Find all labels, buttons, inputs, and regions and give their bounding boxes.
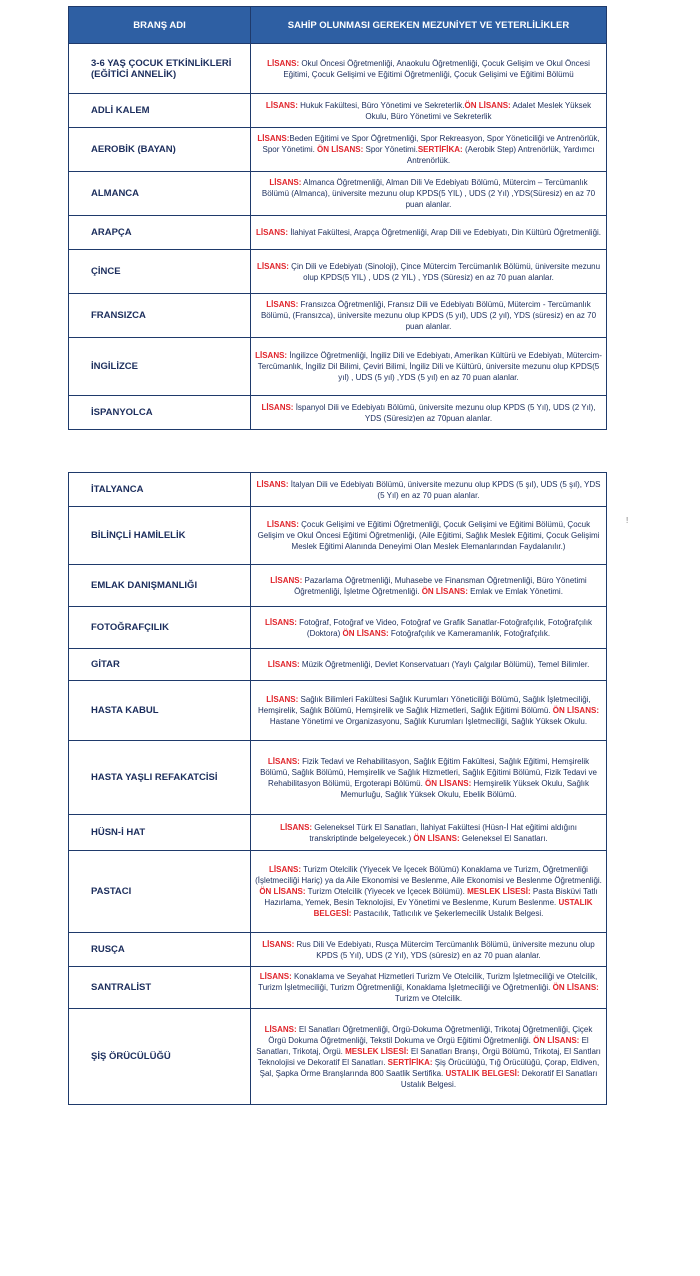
branch-name: PASTACI [69,851,251,933]
qualification-text [251,338,607,396]
degree-detail: Almanca Öğretmenliği, Alman Dili Ve Edebiyatı Bölümü, Mütercim – Tercümanlık Bölümü (Almanca), üniversite mezunu olup KPDS(5 YIL) , UDS (2 Yıl) ,YDS(Süresiz) en az 70 puan alanlar. [261,178,596,209]
degree-label: LİSANS: [256,261,289,271]
degree-detail: Adalet Meslek Yüksek Okulu, Büro Yönetimi ve Sekreterlik [365,100,592,121]
table-body [69,473,607,1105]
branch-name: EMLAK DANIŞMANLIĞI [69,565,251,607]
degree-label: LİSANS: [280,822,313,832]
table-row [69,44,607,94]
degree-detail: Şiş Örücülüğü, Tığ Örücülüğü, Çorap, Eldiven, Şal, Şapka Örme Branşlarında 800 Saatlik Sertifika. [259,1057,600,1078]
qualification-text [251,216,607,250]
table-row [69,294,607,338]
branch-name: ADLİ KALEM [69,94,251,128]
degree-label: USTALIK BELGESİ: [445,1068,520,1078]
branch-name: HÜSN-İ HAT [69,815,251,851]
branch-name: ŞİŞ ÖRÜCÜLÜĞÜ [69,1009,251,1105]
degree-label: LİSANS: [255,351,288,360]
degree-label: LİSANS: [269,865,302,874]
branch-name: ARAPÇA [69,216,251,250]
branch-name: SANTRALİST [69,967,251,1009]
degree-detail: Rus Dili Ve Edebiyatı, Rusça Mütercim Tercümanlık Bölümü, üniversite mezunu olup KPDS (5 Yıl), UDS (2 Yıl), YDS (süresiz) en az 70 puan alanlar. [294,939,595,960]
degree-detail: El Sanatları Branşı, Örgü Bölümü, Trikotaj, El Santları Teknolojisi ve Dekoratif El Sanatları. [257,1046,601,1067]
qualification-text [251,44,607,94]
header-branch-name: BRANŞ ADI [69,7,251,44]
qualification-text [251,250,607,294]
qualification-text [251,1009,607,1105]
qualification-text [251,172,607,216]
degree-label: LİSANS: [269,178,302,187]
degree-label: LİSANS: [270,575,303,585]
qualification-text [251,473,607,507]
table-row [69,396,607,430]
branch-name: GİTAR [69,649,251,681]
qualification-text [251,649,607,681]
qualification-text [251,565,607,607]
qualification-text [251,507,607,565]
degree-label: LİSANS: [265,100,298,110]
branch-name: AEROBİK (BAYAN) [69,128,251,172]
degree-detail: Fizik Tedavi ve Rehabilitasyon, Sağlık Eğitim Fakültesi, Sağlık Eğitimi, Hemşirelik Bölümü, Sağlık Bölümü, Hemşirelik ve Sağlık Hizmetleri, Sağlık Eğitimi Bölümü, Fizik Tedavi ve Rehabilitasyon Bölümü, Ergoterapi Bölümü. [260,756,597,788]
table-row [69,338,607,396]
qualification-text [251,967,607,1009]
qualification-text [251,851,607,933]
degree-detail: (Aerobik Step) Antrenörlük, Yardımcı Antrenörlük. [406,145,595,165]
degree-detail: El Sanatları, Trikotaj, Örgü. [256,1035,589,1056]
degree-label: LİSANS: [267,58,300,68]
degree-label: ÖN LİSANS: [552,983,599,992]
stray-mark: ! [626,516,629,525]
branch-name: BİLİNÇLİ HAMİLELİK [69,507,251,565]
degree-label: LİSANS: [256,479,289,489]
qualification-text [251,607,607,649]
degree-detail: Fotoğraf, Fotoğraf ve Video, Fotoğraf ve Grafik Sanatlar-Fotoğrafçılık, Fotoğrafçılık (Doktora) [296,617,593,638]
degree-label: LİSANS: [266,300,299,309]
degree-label: LİSANS: [267,756,300,766]
degree-label: LİSANS: [255,228,288,237]
qualification-text [251,815,607,851]
degree-detail: Hemşirelik Yüksek Okulu, Sağlık Memurluğu, Sağlık Yüksek Okulu, Ebelik Bölümü. [340,778,589,799]
degree-label: LİSANS: [266,695,299,704]
degree-label: MESLEK LİSESİ: [345,1046,409,1056]
degree-label: ÖN LİSANS: [317,145,364,154]
degree-label: SERTİFİKA: [417,145,463,154]
degree-detail: El Sanatları Öğretmenliği, Örgü-Dokuma Öğretmenliği, Trikotaj Öğretmenliği, Çiçek Örgü Dokuma Öğretmenliği, Tekstil Dokuma ve Örgü Eğitimi Öğretmenliği. [268,1024,593,1045]
degree-detail: Çocuk Gelişimi ve Eğitimi Öğretmenliği, Çocuk Gelişimi ve Eğitimi Bölümü, Çocuk Gelişim ve Okul Öncesi Eğitimi Öğretmenliği, (Aile Eğitimi, Sağlık Meslek Eğitimi, Çocuk Gelişimi Meslek Eğitimi Alanında Deneyimi Olan Meslek Elemanlarından Faydalanılır.) [257,520,600,551]
qualifications-table-top [68,6,607,430]
table-row [69,250,607,294]
branch-name: İNGİLİZCE [69,338,251,396]
table-row [69,94,607,128]
qualification-text [251,681,607,741]
degree-detail: İngilizce Öğretmenliği, İngiliz Dili ve Edebiyatı, Amerikan Kültürü ve Edebiyatı, Mütercim-Tercümanlık, İngiliz Dil Bilimi, Çeviri Bilimi, İngiliz Dili ve Kültürü, üniversite mezunu olup KPDS(5 yıl) , UDS (5 yıl) ,YDS (5 yıl) en az 70 puan alanlar. [257,351,602,382]
degree-label: USTALIK BELGESİ: [313,898,593,918]
degree-label: ÖN LİSANS: [342,628,389,638]
table-row [69,507,607,565]
qualification-text [251,294,607,338]
degree-detail: Geleneksel Türk El Sanatları, İlahiyat Fakültesi (Hüsn-İ Hat eğitimi aldığını transkriptinde belgeleyecek.) [309,822,577,843]
degree-detail: Fotoğrafçılık ve Kameramanlık, Fotoğrafçılık. [388,628,551,638]
qualification-text [251,933,607,967]
table-row [69,851,607,933]
header-row [69,7,607,44]
degree-detail: Turizm ve Otelcilik. [394,994,463,1003]
degree-detail: Hastane Yönetimi ve Organizasyonu, Sağlık Kurumları İşletmeciliği, Sağlık Yüksek Okulu. [269,717,588,726]
table-row [69,933,607,967]
qualification-text [251,741,607,815]
table-row [69,565,607,607]
degree-label: LİSANS: [259,972,292,981]
degree-label: LİSANS: [264,1024,297,1034]
degree-detail: Dekoratif El Sanatları Ustalık Belgesi. [400,1068,598,1089]
degree-detail: İlahiyat Fakültesi, Arapça Öğretmenliği, Arap Dili ve Edebiyatı, Din Kültürü Öğretmenliği. [287,228,602,237]
branch-name: ALMANCA [69,172,251,216]
degree-label: LİSANS: [262,939,295,949]
branch-name: FRANSIZCA [69,294,251,338]
degree-detail: Sağlık Bilimleri Fakültesi Sağlık Kurumları Yöneticiliği Bölümü, Sağlık İşletmeciliği, Hemşirelik, Sağlık Bölümü, Hemşirelik ve Sağlık Hizmetleri, Sağlık Eğitimi Bölümü. [258,695,591,715]
branch-name: RUSÇA [69,933,251,967]
degree-label: SERTİFİKA: [387,1057,433,1067]
degree-detail: Okul Öncesi Öğretmenliği, Anaokulu Öğretmenliği, Çocuk Gelişim ve Okul Öncesi Eğitimi, Çocuk Gelişimi ve Eğitimi Öğretmenliği, Çocuk Gelişimi ve Eğitimi Bölümü [283,58,590,79]
branch-name: İSPANYOLCA [69,396,251,430]
degree-label: LİSANS: [261,402,294,412]
degree-label: LİSANS: [257,134,290,143]
table-row [69,172,607,216]
degree-label: ÖN LİSANS: [533,1035,580,1045]
header-qualifications: SAHİP OLUNMASI GEREKEN MEZUNİYET VE YETERLİLİKLER [251,7,607,44]
table-row [69,607,607,649]
branch-name: 3-6 YAŞ ÇOCUK ETKİNLİKLERİ (EĞİTİCİ ANNELİK) [69,44,251,94]
branch-name: İTALYANCA [69,473,251,507]
table-row [69,741,607,815]
table-row [69,649,607,681]
degree-detail: Pazarlama Öğretmenliği, Muhasebe ve Finansman Öğretmenliği, Büro Yönetimi Öğretmenliği, İşletme Öğretmenliği. [294,575,587,596]
degree-detail: Emlak ve Emlak Yönetimi. [467,586,563,596]
degree-label: MESLEK LİSESİ: [467,887,531,896]
branch-name: HASTA KABUL [69,681,251,741]
qualification-text [251,128,607,172]
table-row [69,473,607,507]
degree-label: ÖN LİSANS: [421,586,468,596]
degree-detail: Konaklama ve Seyahat Hizmetleri Turizm Ve Otelcilik, Turizm İşletmeciliği ve Otelcilik, Turizm İşletmeciliği, Turizm Öğretmenliği, Konaklama İşletmeciliği ve Öğretmenliği. [258,972,598,992]
degree-detail: Pastacılık, Tatlıcılık ve Şekerlemecilik Ustalık Belgesi. [351,909,544,918]
qualification-text [251,396,607,430]
table-row [69,815,607,851]
degree-label: ÖN LİSANS: [552,706,599,715]
qualifications-table-bottom [68,472,607,1105]
qualification-text [251,94,607,128]
degree-label: ÖN LİSANS: [259,887,306,896]
degree-label: ÖN LİSANS: [413,833,460,843]
degree-detail: Çin Dili ve Edebiyatı (Sinoloji), Çince Mütercim Tercümanlık Bölümü, üniversite mezunu olup KPDS(5 YIL) , UDS (2 YIL) , YDS (Süresiz) en az 70 puan alanlar. [288,261,601,282]
degree-detail: Beden Eğitimi ve Spor Öğretmenliği, Spor Rekreasyon, Spor Yöneticiliği ve Antrenörlük, Spor Yönetimi. [262,134,600,154]
degree-label: LİSANS: [264,617,297,627]
degree-detail: Spor Yönetimi. [363,145,418,154]
table-row [69,216,607,250]
degree-detail: Turizm Otelcilik (Yiyecek Ve İçecek Bölümü) Konaklama ve Turizm, Öğretmenliği (İşletmeciliği Hariç) ya da Aile Ekonomisi ve Beslenme, Aile Ekonomisi ve Beslenme Öğretmenliği. [255,865,602,885]
degree-detail: Geleneksel El Sanatları. [459,833,548,843]
branch-name: ÇİNCE [69,250,251,294]
degree-detail: İtalyan Dili ve Edebiyatı Bölümü, üniversite mezunu olup KPDS (5 şıl), UDS (5 şıl), YDS (5 Yıl) en az 70 puan alanlar. [288,479,601,500]
degree-detail: Hukuk Fakültesi, Büro Yönetimi ve Sekreterlik. [297,100,465,110]
degree-detail: Fransızca Öğretmenliği, Fransız Dili ve Edebiyatı Bölümü, Mütercim - Tercümanlık Bölümü, (Fransızca), üniversite mezunu olup KPDS (5 yıl), UDS (2 yıl), YDS (süresiz) en az 70 puan alanlar. [260,300,597,331]
table-row [69,128,607,172]
table-row [69,681,607,741]
branch-name: HASTA YAŞLI REFAKATCİSİ [69,741,251,815]
degree-detail: Müzik Öğretmenliği, Devlet Konservatuarı (Yaylı Çalgılar Bölümü), Temel Bilimler. [299,660,590,669]
degree-label: ÖN LİSANS: [425,778,472,788]
degree-detail: Turizm Otelcilik (Yiyecek ve İçecek Bölümü). [305,887,468,896]
degree-label: LİSANS: [266,520,299,529]
table-row [69,1009,607,1105]
branch-name: FOTOĞRAFÇILIK [69,607,251,649]
degree-detail: Pasta Bisküvi Tatlı Hazırlama, Yemek, Besin Teknolojisi, Ev Yönetimi ve Beslenme, Kurum Beslenme. [264,887,598,907]
degree-label: ÖN LİSANS: [464,100,511,110]
degree-label: LİSANS: [267,660,300,669]
table-row [69,967,607,1009]
table-body [69,44,607,430]
degree-detail: İspanyol Dili ve Edebiyatı Bölümü, üniversite mezunu olup KPDS (5 Yıl), UDS (2 Yıl), YDS (Süresiz)en az 70puan alanlar. [293,402,596,423]
